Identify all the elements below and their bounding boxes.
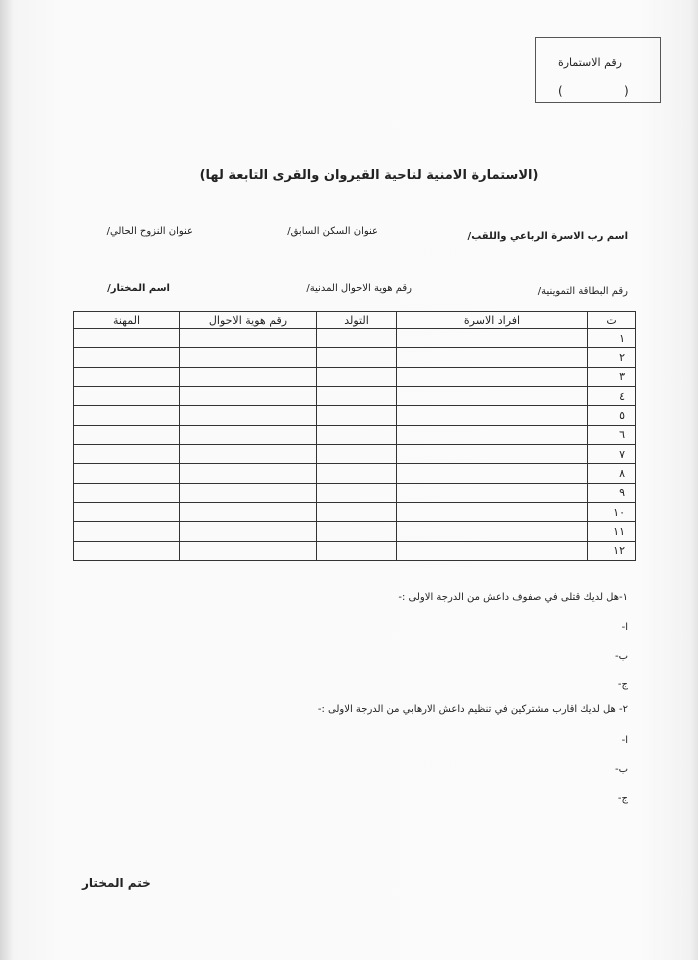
cell [74, 386, 180, 405]
question-1-option-c: ج- [617, 679, 628, 690]
mukhtar-name-field: اسم المختار/ [107, 283, 170, 294]
table-row [74, 444, 636, 463]
form-number-paren-right: ) [624, 84, 629, 98]
ration-card-field: رقم البطاقة التموينية/ [537, 286, 628, 297]
form-number-paren-left: ( [558, 84, 563, 98]
row-number: ١ [588, 329, 636, 348]
cell [397, 406, 588, 425]
question-2-option-c: ج- [617, 793, 628, 804]
family-table [73, 311, 636, 561]
cell [74, 329, 180, 348]
cell [74, 348, 180, 367]
cell [74, 425, 180, 444]
row-number: ١١ [588, 522, 636, 541]
cell [397, 329, 588, 348]
cell [74, 483, 180, 502]
row-number: ٣ [588, 367, 636, 386]
row-number: ١٠ [588, 502, 636, 521]
question-1-option-a: ا- [621, 622, 628, 633]
cell [397, 541, 588, 560]
cell [317, 502, 397, 521]
cell [397, 522, 588, 541]
question-2-option-b: ب- [614, 764, 628, 775]
current-address-field: عنوان النزوح الحالي/ [106, 226, 193, 237]
cell [180, 464, 317, 483]
row-number: ٤ [588, 386, 636, 405]
cell [180, 329, 317, 348]
cell [180, 444, 317, 463]
row-number: ٩ [588, 483, 636, 502]
header-family-members: افراد الاسرة [397, 312, 588, 329]
row-number: ٦ [588, 425, 636, 444]
cell [317, 425, 397, 444]
cell [317, 541, 397, 560]
cell [180, 386, 317, 405]
question-2: ٢- هل لديك اقارب مشتركين في تنظيم داعش الارهابي من الدرجة الاولى :- [317, 704, 628, 715]
cell [317, 522, 397, 541]
table-header-row [74, 312, 636, 329]
cell [74, 464, 180, 483]
table-row [74, 406, 636, 425]
row-number: ٨ [588, 464, 636, 483]
table-row [74, 367, 636, 386]
table-row [74, 329, 636, 348]
cell [74, 444, 180, 463]
table-row [74, 425, 636, 444]
cell [317, 367, 397, 386]
cell [180, 367, 317, 386]
cell [397, 386, 588, 405]
table-row [74, 483, 636, 502]
header-seq: ت [588, 312, 636, 329]
cell [397, 502, 588, 521]
cell [180, 483, 317, 502]
form-title: (الاستمارة الامنية لناحية القيروان والقرى التابعة لها) [199, 168, 539, 183]
cell [397, 425, 588, 444]
previous-address-field: عنوان السكن السابق/ [287, 226, 378, 237]
question-1: ١-هل لديك قتلى في صفوف داعش من الدرجة الاولى :- [398, 592, 628, 603]
cell [317, 483, 397, 502]
cell [74, 541, 180, 560]
cell [180, 522, 317, 541]
cell [317, 329, 397, 348]
table-row [74, 464, 636, 483]
question-1-option-b: ب- [614, 651, 628, 662]
head-name-field: اسم رب الاسرة الرباعي واللقب/ [467, 231, 628, 242]
table-row [74, 386, 636, 405]
cell [397, 444, 588, 463]
header-id-number: رقم هوية الاحوال [180, 312, 317, 329]
mukhtar-stamp-label: ختم المختار [82, 876, 151, 890]
table-row [74, 541, 636, 560]
table-row [74, 348, 636, 367]
cell [180, 348, 317, 367]
table-row [74, 502, 636, 521]
cell [397, 367, 588, 386]
cell [397, 348, 588, 367]
cell [317, 348, 397, 367]
cell [317, 386, 397, 405]
cell [397, 483, 588, 502]
cell [180, 502, 317, 521]
cell [74, 522, 180, 541]
cell [317, 406, 397, 425]
header-birth: التولد [317, 312, 397, 329]
cell [74, 406, 180, 425]
form-number-label: رقم الاستمارة [557, 56, 622, 69]
row-number: ٥ [588, 406, 636, 425]
row-number: ٢ [588, 348, 636, 367]
question-2-option-a: ا- [621, 735, 628, 746]
cell [180, 406, 317, 425]
cell [317, 444, 397, 463]
table-row [74, 522, 636, 541]
cell [397, 464, 588, 483]
header-profession: المهنة [74, 312, 180, 329]
cell [317, 464, 397, 483]
row-number: ٧ [588, 444, 636, 463]
cell [180, 541, 317, 560]
cell [74, 367, 180, 386]
cell [74, 502, 180, 521]
cell [180, 425, 317, 444]
civil-id-field: رقم هوية الاحوال المدنية/ [306, 283, 412, 294]
row-number: ١٢ [588, 541, 636, 560]
form-number-box [535, 37, 661, 103]
